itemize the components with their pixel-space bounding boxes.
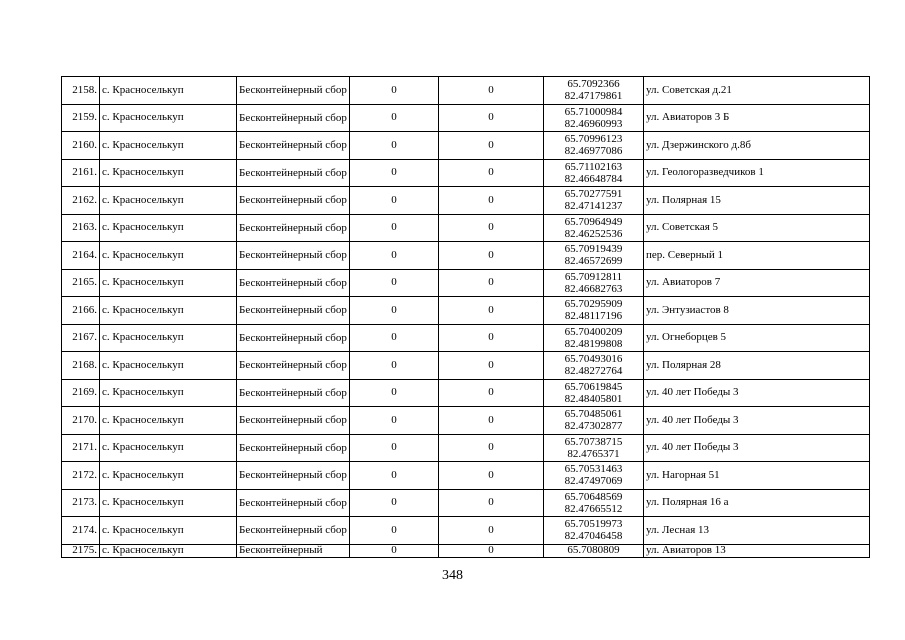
- value-a-cell: 0: [350, 434, 439, 462]
- table-row: [62, 324, 870, 352]
- row-number: 2159.: [62, 104, 100, 132]
- value-a-cell: 0: [350, 269, 439, 297]
- value-a-cell: 0: [350, 104, 439, 132]
- settlement-cell: с. Красноселькуп: [100, 242, 237, 270]
- value-b-cell: 0: [439, 462, 544, 490]
- value-a-cell: 0: [350, 214, 439, 242]
- row-number: 2167.: [62, 324, 100, 352]
- coordinates-cell: [544, 489, 644, 517]
- longitude: 82.47141237: [564, 200, 623, 213]
- table-row: [62, 544, 870, 557]
- coordinates-cell: [544, 269, 644, 297]
- row-number: 2168.: [62, 352, 100, 380]
- table-row: [62, 407, 870, 435]
- table-row: [62, 434, 870, 462]
- latitude: 65.71000984: [564, 105, 623, 118]
- row-number: 2164.: [62, 242, 100, 270]
- row-number: 2170.: [62, 407, 100, 435]
- collection-type-cell: Бесконтейнерный сбор: [237, 517, 350, 545]
- settlement-cell: с. Красноселькуп: [100, 187, 237, 215]
- longitude: 82.47497069: [564, 475, 623, 488]
- value-a-cell: 0: [350, 407, 439, 435]
- address-cell: ул. Полярная 28: [644, 352, 870, 380]
- address-cell: ул. Нагорная 51: [644, 462, 870, 490]
- row-number: 2169.: [62, 379, 100, 407]
- address-cell: ул. 40 лет Победы 3: [644, 434, 870, 462]
- value-a-cell: 0: [350, 352, 439, 380]
- table-row: [62, 104, 870, 132]
- latitude: 65.7092366: [567, 78, 620, 91]
- longitude: 82.4765371: [567, 447, 620, 460]
- latitude: 65.70519973: [564, 518, 623, 531]
- settlement-cell: с. Красноселькуп: [100, 407, 237, 435]
- value-b-cell: 0: [439, 434, 544, 462]
- settlement-cell: с. Красноселькуп: [100, 434, 237, 462]
- row-number: 2161.: [62, 159, 100, 187]
- address-cell: ул. Советская 5: [644, 214, 870, 242]
- registry-table: [61, 76, 870, 558]
- value-a-cell: 0: [350, 324, 439, 352]
- row-number: 2174.: [62, 517, 100, 545]
- table-row: [62, 462, 870, 490]
- longitude: 82.47665512: [564, 502, 623, 515]
- value-b-cell: 0: [439, 324, 544, 352]
- collection-type-cell: Бесконтейнерный: [237, 544, 350, 557]
- value-b-cell: 0: [439, 77, 544, 105]
- coordinates-cell: [544, 77, 644, 105]
- coordinates-cell: [544, 434, 644, 462]
- coordinates-cell: [544, 379, 644, 407]
- longitude: 82.48199808: [564, 337, 623, 350]
- coordinates-cell: [544, 104, 644, 132]
- coordinates-cell: [544, 462, 644, 490]
- table-row: [62, 214, 870, 242]
- longitude: 82.48272764: [564, 365, 623, 378]
- row-number: 2172.: [62, 462, 100, 490]
- longitude: 82.47179861: [564, 90, 623, 103]
- address-cell: ул. Геологоразведчиков 1: [644, 159, 870, 187]
- latitude: 65.70912811: [564, 270, 623, 283]
- value-a-cell: 0: [350, 297, 439, 325]
- longitude: 82.48117196: [564, 310, 623, 323]
- latitude: 65.70996123: [564, 133, 623, 146]
- collection-type-cell: Бесконтейнерный сбор: [237, 242, 350, 270]
- address-cell: ул. Полярная 15: [644, 187, 870, 215]
- longitude: 82.46572699: [564, 255, 623, 268]
- page-number: 348: [442, 568, 463, 583]
- value-a-cell: 0: [350, 187, 439, 215]
- address-cell: ул. Огнеборцев 5: [644, 324, 870, 352]
- value-b-cell: 0: [439, 104, 544, 132]
- address-cell: ул. Авиаторов 3 Б: [644, 104, 870, 132]
- collection-type-cell: Бесконтейнерный сбор: [237, 214, 350, 242]
- longitude: 82.46648784: [564, 172, 623, 185]
- row-number: 2173.: [62, 489, 100, 517]
- value-b-cell: 0: [439, 159, 544, 187]
- value-a-cell: 0: [350, 159, 439, 187]
- row-number: 2165.: [62, 269, 100, 297]
- settlement-cell: с. Красноселькуп: [100, 352, 237, 380]
- settlement-cell: с. Красноселькуп: [100, 104, 237, 132]
- value-b-cell: 0: [439, 379, 544, 407]
- coordinates-cell: [544, 297, 644, 325]
- coordinates-cell: [544, 517, 644, 545]
- row-number: 2163.: [62, 214, 100, 242]
- latitude: 65.70919439: [564, 243, 623, 256]
- settlement-cell: с. Красноселькуп: [100, 489, 237, 517]
- coordinates-cell: [544, 187, 644, 215]
- value-a-cell: 0: [350, 489, 439, 517]
- settlement-cell: с. Красноселькуп: [100, 214, 237, 242]
- value-a-cell: 0: [350, 77, 439, 105]
- value-a-cell: 0: [350, 462, 439, 490]
- coordinates-cell: [544, 324, 644, 352]
- collection-type-cell: Бесконтейнерный сбор: [237, 269, 350, 297]
- coordinates-cell: [544, 352, 644, 380]
- settlement-cell: с. Красноселькуп: [100, 77, 237, 105]
- settlement-cell: с. Красноселькуп: [100, 517, 237, 545]
- latitude: 65.70648569: [564, 490, 623, 503]
- latitude: 65.70619845: [564, 380, 623, 393]
- address-cell: ул. 40 лет Победы 3: [644, 407, 870, 435]
- value-b-cell: 0: [439, 242, 544, 270]
- coordinates-cell: [544, 159, 644, 187]
- longitude: 82.46682763: [564, 282, 623, 295]
- latitude: 65.71102163: [564, 160, 623, 173]
- collection-type-cell: Бесконтейнерный сбор: [237, 379, 350, 407]
- collection-type-cell: Бесконтейнерный сбор: [237, 77, 350, 105]
- value-b-cell: 0: [439, 132, 544, 160]
- collection-type-cell: Бесконтейнерный сбор: [237, 132, 350, 160]
- value-a-cell: 0: [350, 544, 439, 557]
- longitude: 82.46252536: [564, 227, 623, 240]
- latitude: 65.70493016: [564, 353, 623, 366]
- value-a-cell: 0: [350, 132, 439, 160]
- address-cell: пер. Северный 1: [644, 242, 870, 270]
- row-number: 2160.: [62, 132, 100, 160]
- longitude: 82.46960993: [564, 117, 623, 130]
- address-cell: ул. Энтузиастов 8: [644, 297, 870, 325]
- latitude: 65.70295909: [564, 298, 623, 311]
- row-number: 2162.: [62, 187, 100, 215]
- table-row: [62, 132, 870, 160]
- row-number: 2171.: [62, 434, 100, 462]
- settlement-cell: с. Красноселькуп: [100, 324, 237, 352]
- longitude: 82.47302877: [564, 420, 623, 433]
- value-b-cell: 0: [439, 352, 544, 380]
- address-cell: ул. Дзержинского д.8б: [644, 132, 870, 160]
- value-b-cell: 0: [439, 187, 544, 215]
- latitude: 65.70738715: [564, 435, 623, 448]
- settlement-cell: с. Красноселькуп: [100, 159, 237, 187]
- coordinates-cell: [544, 407, 644, 435]
- table-row: [62, 379, 870, 407]
- collection-type-cell: Бесконтейнерный сбор: [237, 297, 350, 325]
- address-cell: ул. Советская д.21: [644, 77, 870, 105]
- coordinates-cell: [544, 214, 644, 242]
- settlement-cell: с. Красноселькуп: [100, 269, 237, 297]
- table-row: [62, 242, 870, 270]
- table-row: [62, 269, 870, 297]
- value-b-cell: 0: [439, 544, 544, 557]
- latitude: 65.70277591: [564, 188, 623, 201]
- address-cell: ул. Авиаторов 13: [644, 544, 870, 557]
- latitude: 65.70400209: [564, 325, 623, 338]
- collection-type-cell: Бесконтейнерный сбор: [237, 407, 350, 435]
- address-cell: ул. Полярная 16 а: [644, 489, 870, 517]
- settlement-cell: с. Красноселькуп: [100, 379, 237, 407]
- address-cell: ул. Авиаторов 7: [644, 269, 870, 297]
- coordinates-cell: [544, 242, 644, 270]
- row-number: 2158.: [62, 77, 100, 105]
- coordinates-cell: 65.7080809: [544, 544, 644, 557]
- collection-type-cell: Бесконтейнерный сбор: [237, 489, 350, 517]
- value-b-cell: 0: [439, 407, 544, 435]
- value-a-cell: 0: [350, 517, 439, 545]
- collection-type-cell: Бесконтейнерный сбор: [237, 104, 350, 132]
- table-row: [62, 159, 870, 187]
- value-b-cell: 0: [439, 517, 544, 545]
- latitude: 65.70964949: [564, 215, 623, 228]
- settlement-cell: с. Красноселькуп: [100, 544, 237, 557]
- value-b-cell: 0: [439, 214, 544, 242]
- longitude: 82.48405801: [564, 392, 623, 405]
- value-a-cell: 0: [350, 242, 439, 270]
- table-row: [62, 489, 870, 517]
- collection-type-cell: Бесконтейнерный сбор: [237, 187, 350, 215]
- latitude: 65.70531463: [564, 463, 623, 476]
- value-b-cell: 0: [439, 297, 544, 325]
- collection-type-cell: Бесконтейнерный сбор: [237, 462, 350, 490]
- table-row: [62, 352, 870, 380]
- table-row: [62, 187, 870, 215]
- collection-type-cell: Бесконтейнерный сбор: [237, 324, 350, 352]
- collection-type-cell: Бесконтейнерный сбор: [237, 159, 350, 187]
- row-number: 2175.: [62, 544, 100, 557]
- settlement-cell: с. Красноселькуп: [100, 132, 237, 160]
- settlement-cell: с. Красноселькуп: [100, 297, 237, 325]
- settlement-cell: с. Красноселькуп: [100, 462, 237, 490]
- address-cell: ул. 40 лет Победы 3: [644, 379, 870, 407]
- coordinates-cell: [544, 132, 644, 160]
- table-row: [62, 77, 870, 105]
- collection-type-cell: Бесконтейнерный сбор: [237, 434, 350, 462]
- value-b-cell: 0: [439, 269, 544, 297]
- value-a-cell: 0: [350, 379, 439, 407]
- table-row: [62, 517, 870, 545]
- address-cell: ул. Лесная 13: [644, 517, 870, 545]
- value-b-cell: 0: [439, 489, 544, 517]
- latitude: 65.70485061: [564, 408, 623, 421]
- longitude: 82.46977086: [564, 145, 623, 158]
- row-number: 2166.: [62, 297, 100, 325]
- table-row: [62, 297, 870, 325]
- longitude: 82.47046458: [564, 530, 623, 543]
- collection-type-cell: Бесконтейнерный сбор: [237, 352, 350, 380]
